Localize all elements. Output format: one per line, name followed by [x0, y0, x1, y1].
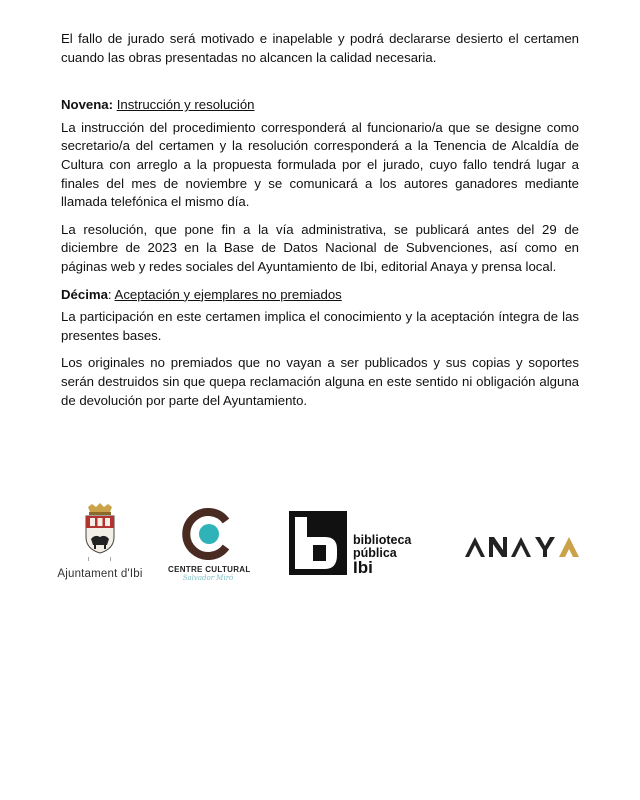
section-label: Décima — [61, 286, 108, 302]
b-block-logo — [289, 511, 351, 575]
paragraph: La participación en este certamen implica el conocimiento y la aceptación íntegra de las presentes bases. — [61, 309, 579, 343]
anaya-wordmark — [465, 536, 583, 558]
c-circle-logo — [182, 508, 234, 560]
anaya-logo — [465, 536, 585, 560]
centre-cultural-label: CENTRE CULTURAL — [168, 565, 251, 574]
section-title: Aceptación y ejemplares no premiados — [114, 286, 342, 302]
svg-text:I: I — [88, 557, 90, 563]
section-heading-decima — [61, 286, 579, 305]
paragraph: La instrucción del procedimiento corresponderá al funcionario/a que se designe como secretario/a del certamen y la resolución corresponderá a la Tenencia de Alcaldía de Cultura con arreglo a la propuesta formulada por el jurado, cuyo fallo tendrá lugar a finales del mes de noviembre y se comunicará a los autores ganadores mediante llamada telefónica el mismo día. — [61, 119, 579, 210]
section-title: Instrucción y resolución — [116, 97, 255, 113]
biblioteca-line-2: pública — [353, 545, 397, 560]
biblioteca-line-1: biblioteca — [353, 533, 412, 547]
section-label: Novena: — [61, 97, 114, 113]
section-separator: : — [107, 286, 115, 302]
centre-cultural-logo — [168, 508, 251, 582]
ayuntamiento-label: Ajuntament d'Ibi — [57, 568, 143, 580]
paragraph: Los originales no premiados que no vayan a ser publicados y sus copias y soportes serán destruidos sin que quepa reclamación alguna en este sentido ni obligación alguna de devolución por parte del Ayuntamiento. — [61, 355, 579, 408]
biblioteca-logo — [289, 511, 429, 575]
footer-logos — [0, 500, 640, 600]
biblioteca-line-3: Ibi — [353, 558, 373, 577]
document-body — [61, 30, 579, 419]
paragraph: La resolución, que pone fin a la vía administrativa, se publicará antes del 29 de diciembre de 2023 en la Base de Datos Nacional de Subvenciones, así como en páginas web y redes sociales del Ayuntamiento de Ibi, editorial Anaya y prensa local. — [61, 221, 579, 274]
section-heading-novena — [61, 96, 579, 115]
intro-paragraph: El fallo de jurado será motivado e inapelable y podrá declararse desierto el certamen cuando las obras presentadas no alcancen la calidad necesaria. — [61, 31, 579, 65]
ayuntamiento-logo — [50, 503, 150, 580]
coat-of-arms-icon — [80, 503, 120, 563]
biblioteca-text — [353, 534, 411, 576]
centre-cultural-signature: Salvador Miró — [182, 574, 234, 582]
svg-text:I: I — [110, 557, 112, 563]
